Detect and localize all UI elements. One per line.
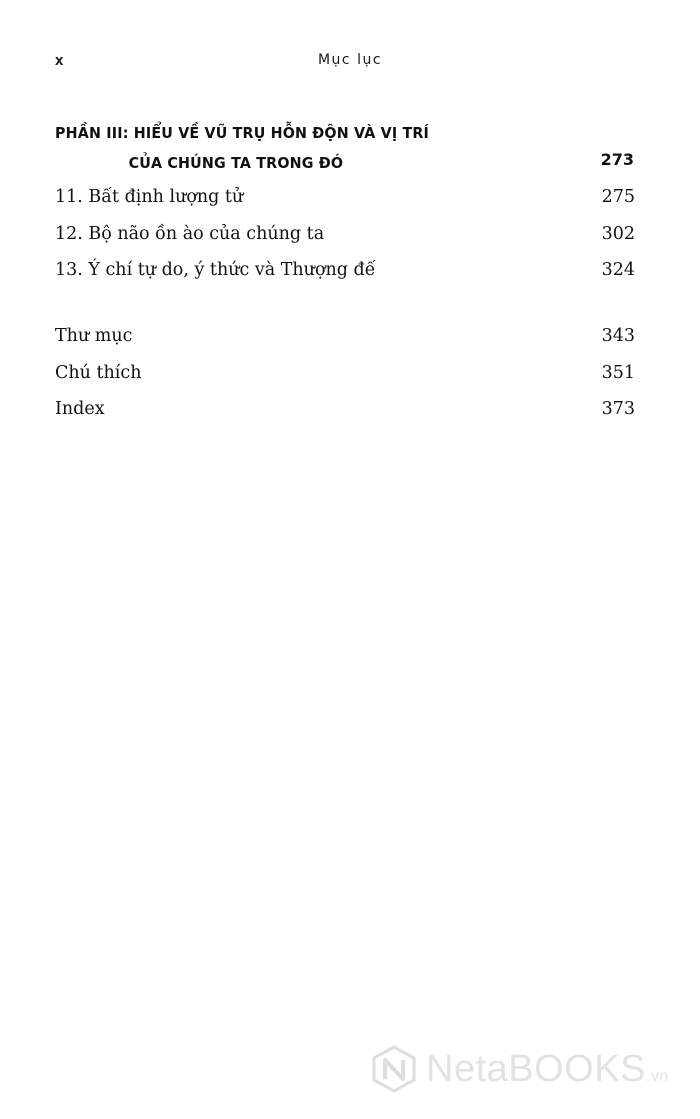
- toc-entry-page: 324: [601, 260, 635, 280]
- toc-entry: [55, 399, 635, 436]
- toc-entry-title: Chú thích: [55, 362, 142, 383]
- part-heading: [55, 119, 589, 179]
- toc-entry-page: 302: [601, 223, 635, 244]
- running-head: Mục lục: [317, 52, 383, 68]
- toc-entry: [55, 363, 635, 400]
- toc-entry-title: Index: [55, 399, 105, 419]
- toc-entry-page: 373: [601, 399, 635, 419]
- toc-entry-page: 351: [601, 362, 635, 383]
- toc-entry-page: 275: [601, 187, 635, 207]
- netabooks-logo-icon: [370, 1045, 418, 1093]
- toc-entry: [55, 224, 635, 261]
- part-page-number: 273: [600, 150, 634, 169]
- toc-entry-title: 12. Bộ não ồn ào của chúng ta: [55, 223, 325, 244]
- toc-entry-title: Thư mục: [55, 326, 133, 346]
- toc-entry-page: 343: [601, 326, 635, 346]
- watermark-suffix: .vn: [645, 1067, 669, 1085]
- back-matter-list: [55, 326, 635, 436]
- part-title-line2: CỦA CHÚNG TA TRONG ĐÓ: [128, 154, 344, 172]
- watermark-text: NetaBOOKS.vn: [426, 1047, 669, 1090]
- watermark: [370, 1045, 669, 1093]
- toc-entry: [55, 260, 635, 297]
- toc-entry-title: 11. Bất định lượng tử: [55, 187, 244, 207]
- toc-entry: [55, 326, 635, 363]
- page-number: x: [55, 52, 64, 69]
- toc-entry: [55, 187, 635, 224]
- part-title-line1: PHẦN III: HIỂU VỀ VŨ TRỤ HỖN ĐỘN VÀ VỊ TRÍ: [55, 124, 430, 142]
- chapter-list: [55, 187, 635, 297]
- toc-entry-title: 13. Ý chí tự do, ý thức và Thượng đế: [55, 260, 376, 280]
